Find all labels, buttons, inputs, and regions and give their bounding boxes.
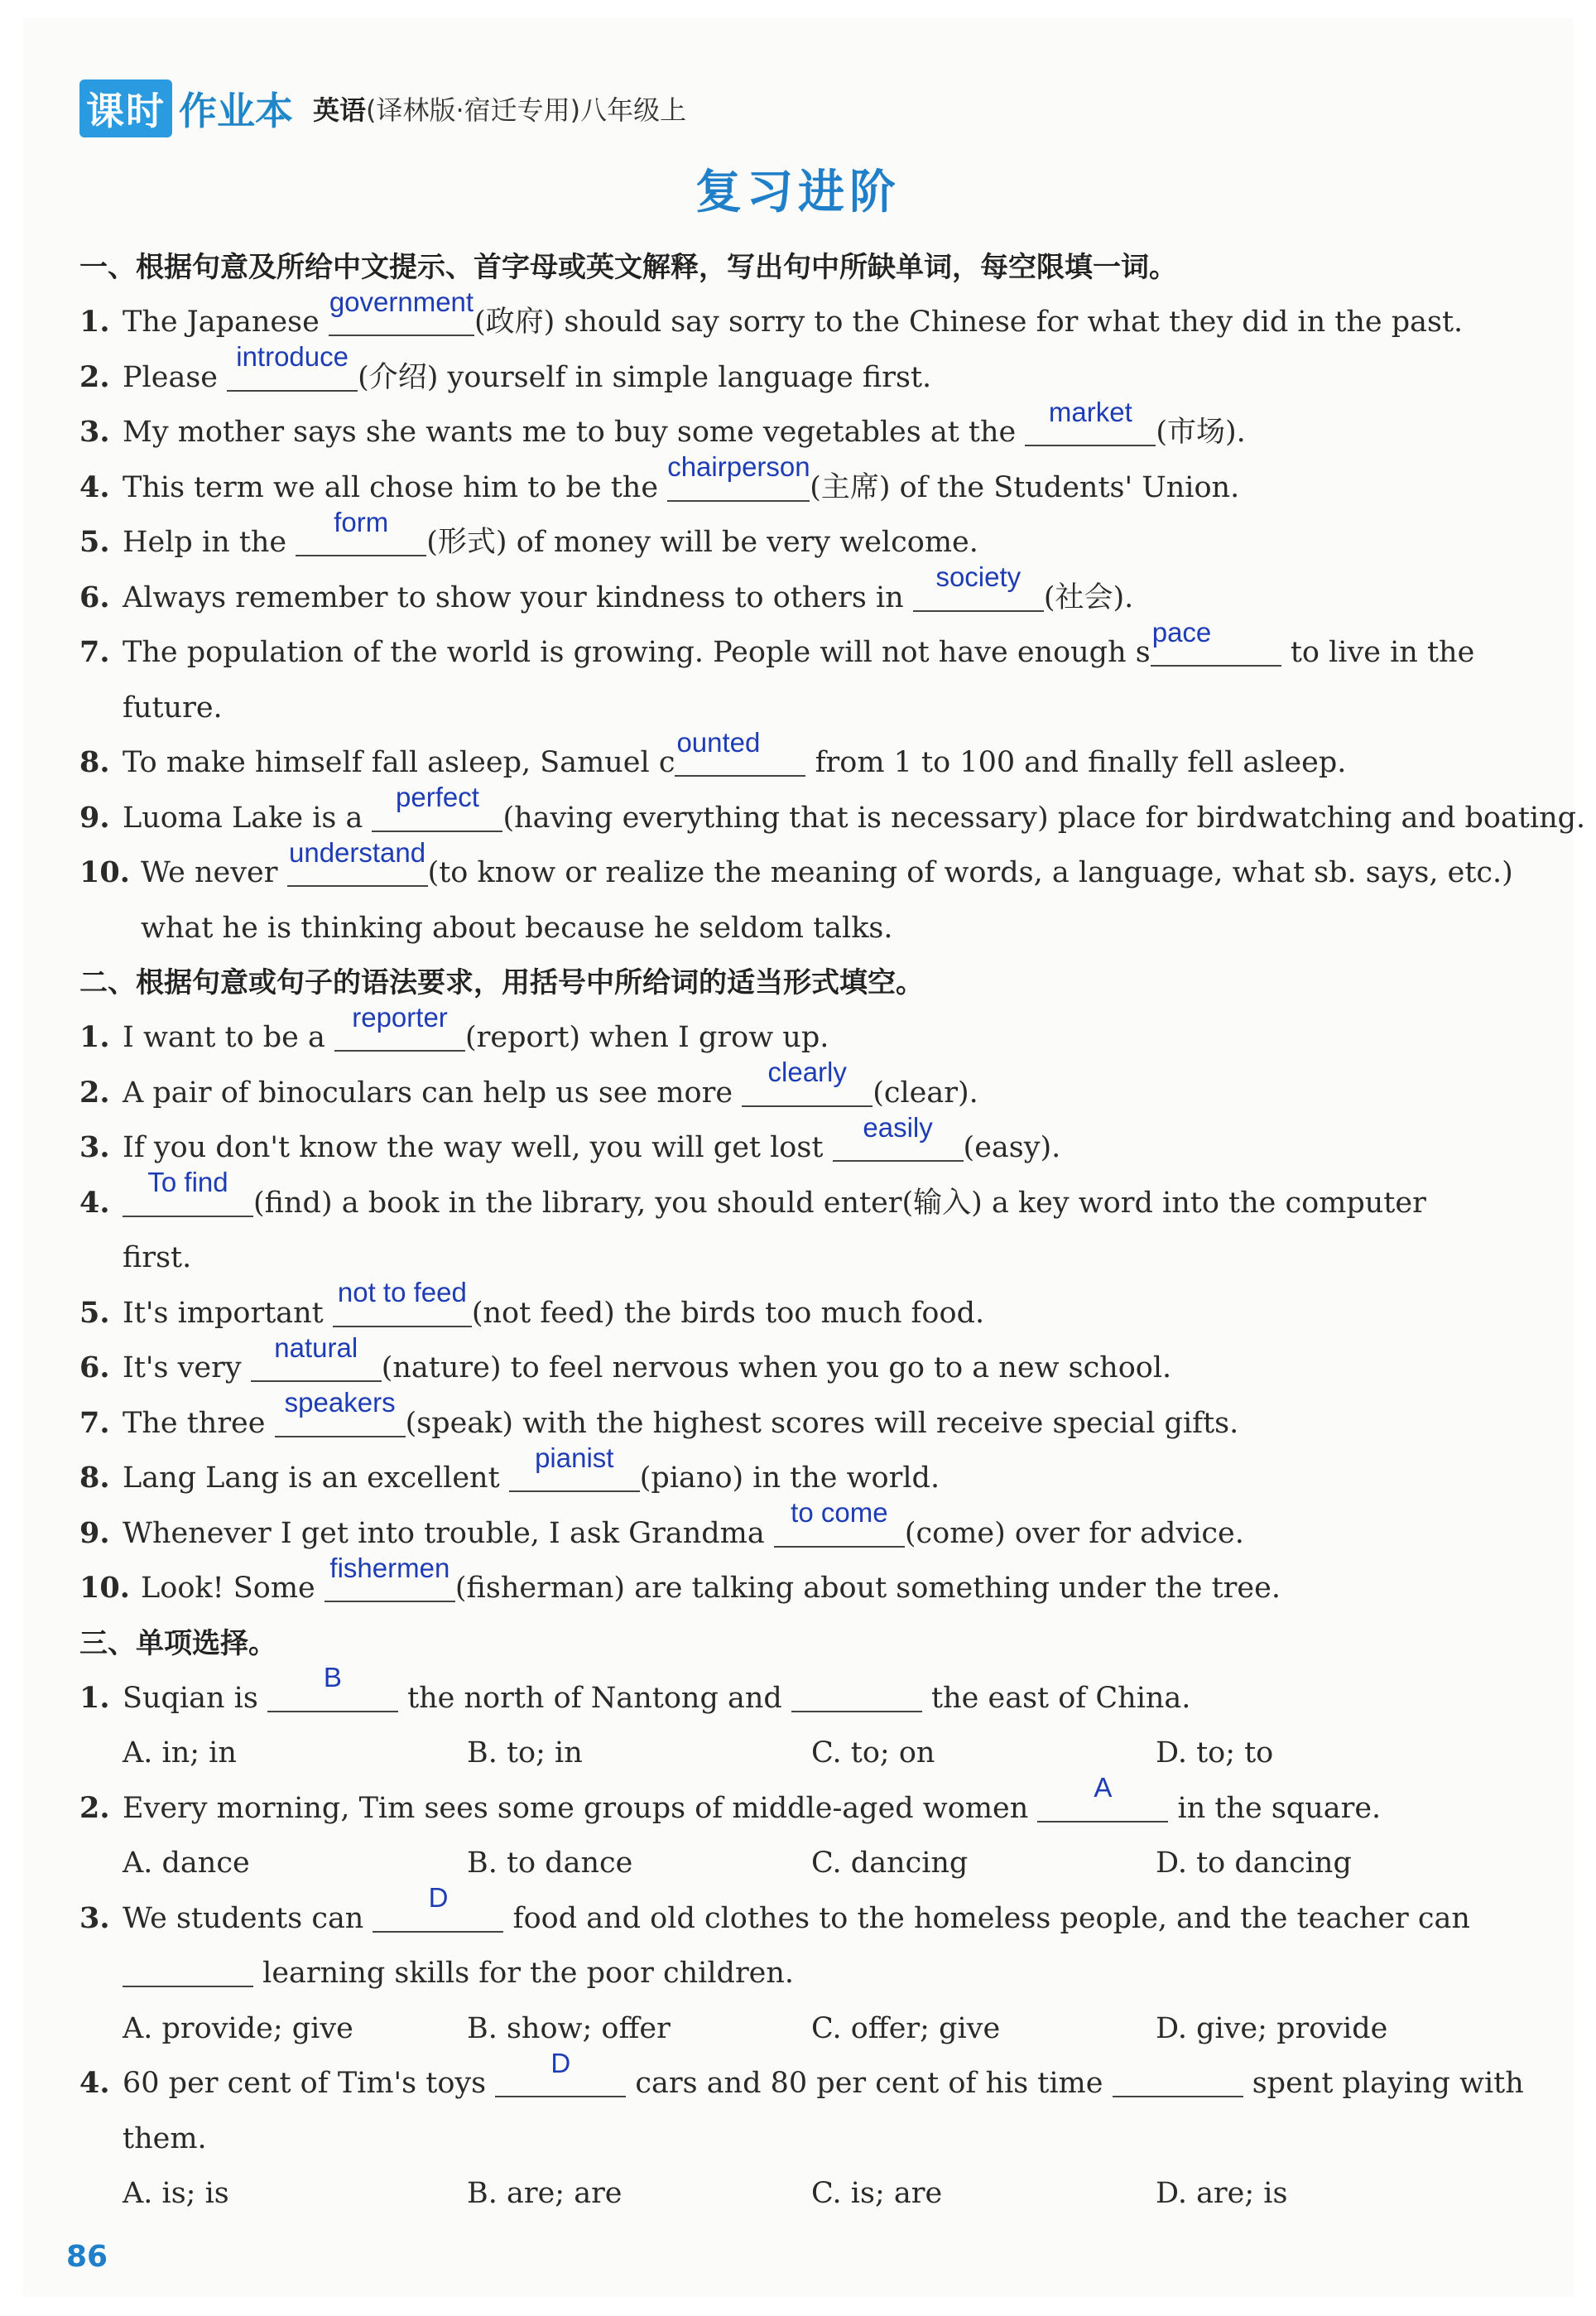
item-text: Help in the [123, 526, 296, 559]
item-number: 4. [79, 469, 110, 504]
item-text: (主席) of the Students' Union. [810, 470, 1240, 504]
answer: perfect [396, 782, 479, 812]
answer: pianist [535, 1442, 614, 1473]
item-text: food and old clothes to the homeless people, and the teacher can [503, 1901, 1470, 1935]
item-number: 9. [79, 1515, 110, 1550]
s3-q3 [79, 1882, 1512, 1947]
s2-item-2 [79, 1057, 1512, 1121]
item-text: This term we all chose him to be the [123, 470, 668, 504]
answer: A [1094, 1772, 1113, 1803]
item-text: (having everything that is necessary) place for birdwatching and boating. [502, 801, 1586, 835]
item-number: 8. [79, 1461, 110, 1495]
s3-q2 [79, 1772, 1512, 1837]
header [79, 79, 686, 137]
item-text: I want to be a [123, 1021, 335, 1054]
item-number: 1. [79, 305, 110, 339]
s2-item-4 [79, 1167, 1512, 1231]
option-c[interactable]: C. dancing [811, 1847, 969, 1880]
s3-q1-options [79, 1726, 1512, 1781]
s1-item-6 [79, 561, 1512, 626]
item-text: the north of Nantong and [397, 1681, 791, 1715]
answer-blank[interactable] [1113, 2061, 1243, 2097]
exercise-content [79, 240, 1586, 2222]
item-text: cars and 80 per cent of his time [626, 2067, 1113, 2100]
option-d[interactable]: D. are; is [1156, 2177, 1288, 2210]
answer-blank[interactable] [774, 1497, 905, 1548]
section-2-heading: 二、根据句意或句子的语法要求，用括号中所给词的适当形式填空。 [79, 966, 924, 999]
item-text: We never [141, 856, 287, 889]
item-number: 6. [79, 580, 110, 614]
s3-q3-options [79, 2001, 1512, 2057]
item-number: 7. [79, 1405, 110, 1440]
answer-blank[interactable] [296, 506, 426, 556]
answer: natural [274, 1331, 358, 1363]
answer: To find [147, 1167, 228, 1197]
s1-item-2 [79, 341, 1512, 406]
item-text: (speak) with the highest scores will receive special gifts. [405, 1406, 1239, 1440]
section-1-heading: 一、根据句意及所给中文提示、首字母或英文解释，写出句中所缺单词，每空限填一词。 [79, 251, 1177, 284]
subject-bold: 英语 [313, 94, 367, 126]
item-text: To make himself fall asleep, Samuel c [123, 746, 675, 779]
answer-blank[interactable] [791, 1676, 922, 1712]
answer-blank[interactable] [123, 1167, 253, 1217]
item-text: (clear). [873, 1076, 978, 1110]
answer: introduce [236, 341, 349, 372]
s3-q1 [79, 1662, 1512, 1726]
option-b[interactable]: B. to; in [467, 1736, 583, 1770]
s1-item-10 [79, 836, 1513, 901]
item-text: to live in the [1281, 636, 1475, 669]
answer-blank[interactable] [275, 1387, 406, 1437]
answer-blank[interactable] [373, 1882, 503, 1933]
answer: to come [791, 1497, 888, 1528]
option-c[interactable]: C. offer; give [811, 2011, 1001, 2045]
answer-blank[interactable] [324, 1552, 455, 1602]
item-text: The three [123, 1406, 275, 1440]
item-number: 5. [79, 525, 110, 559]
answer-blank[interactable] [1037, 1772, 1168, 1822]
answer-blank[interactable] [1025, 396, 1156, 446]
option-b[interactable]: B. are; are [467, 2177, 623, 2210]
option-b[interactable]: B. show; offer [467, 2011, 671, 2045]
page-number: 86 [66, 2240, 108, 2274]
item-text: Lang Lang is an excellent [123, 1461, 509, 1495]
answer-blank[interactable] [267, 1662, 398, 1712]
s3-q4 [79, 2047, 1524, 2111]
s2-item-9 [79, 1497, 1512, 1562]
item-text: It's very [123, 1351, 251, 1384]
answer-blank[interactable] [334, 1001, 465, 1052]
item-text: Always remember to show your kindness to others in [123, 580, 913, 614]
item-text: (report) when I grow up. [465, 1021, 829, 1054]
item-text: (easy). [963, 1131, 1061, 1164]
item-text: A pair of binoculars can help us see more [123, 1076, 743, 1110]
answer-blank[interactable] [495, 2047, 626, 2097]
item-text: Every morning, Tim sees some groups of middle-aged women [123, 1791, 1038, 1825]
s1-item-8 [79, 726, 1512, 791]
answer: speakers [284, 1387, 396, 1418]
answer-blank[interactable] [675, 726, 805, 777]
item-number: 7. [79, 635, 110, 669]
item-number: 6. [79, 1351, 110, 1384]
answer-blank[interactable] [123, 1951, 253, 1987]
brand-text: 作业本 [179, 89, 293, 133]
answer-blank[interactable] [913, 561, 1044, 612]
item-number: 10. [79, 1571, 130, 1605]
s3-q4-options [79, 2166, 1512, 2222]
answer: chairperson [667, 451, 810, 482]
item-text: (nature) to feel nervous when you go to a new school. [381, 1351, 1172, 1384]
item-text: learning skills for the poor children. [253, 1957, 795, 1990]
item-number: 3. [79, 415, 110, 449]
item-number: 1. [79, 1020, 110, 1054]
answer: society [935, 561, 1022, 592]
brand-logo [79, 79, 293, 137]
s2-item-4-cont: first. [123, 1241, 192, 1274]
option-c[interactable]: C. is; are [811, 2177, 943, 2210]
item-text: We students can [123, 1901, 373, 1935]
s1-item-7 [79, 616, 1512, 681]
s2-item-7 [79, 1387, 1512, 1452]
answer: form [334, 506, 389, 537]
s2-item-3 [79, 1111, 1512, 1176]
item-text: (fisherman) are talking about something under the tree. [454, 1572, 1281, 1605]
item-number: 9. [79, 800, 110, 835]
item-text: My mother says she wants me to buy some vegetables at the [123, 416, 1026, 449]
answer-blank[interactable] [227, 341, 358, 392]
item-text: 60 per cent of Tim's toys [123, 2067, 496, 2100]
item-text: Look! Some [141, 1572, 324, 1605]
answer-blank[interactable] [1151, 616, 1281, 667]
option-d[interactable]: D. to; to [1156, 1736, 1274, 1770]
answer: easily [863, 1111, 933, 1143]
answer-blank[interactable] [509, 1442, 640, 1492]
item-number: 4. [79, 2066, 110, 2100]
s3-q2-options [79, 1836, 1512, 1891]
item-text: If you don't know the way well, you will get lost [123, 1131, 833, 1164]
item-text: It's important [123, 1296, 333, 1330]
item-text: (政府) should say sorry to the Chinese for what they did in the past. [474, 306, 1464, 339]
answer: market [1048, 396, 1132, 427]
answer-blank[interactable] [667, 451, 810, 502]
answer-blank[interactable] [287, 836, 428, 887]
item-number: 1. [79, 1680, 110, 1715]
option-a[interactable]: A. is; is [123, 2177, 229, 2210]
item-text: from 1 to 100 and finally fell asleep. [805, 746, 1347, 779]
item-text: Please [123, 360, 228, 394]
answer: D [550, 2047, 571, 2078]
item-text: (to know or realize the meaning of words, a language, what sb. says, etc.) [427, 856, 1513, 889]
subject-rest: (译林版·宿迁专用)八年级上 [366, 94, 687, 126]
s1-item-7-cont: future. [123, 691, 223, 725]
section-3-heading: 三、单项选择。 [79, 1626, 276, 1660]
answer: pace [1151, 616, 1212, 648]
brand-box: 课时 [79, 79, 172, 137]
s3-q3-cont [79, 1946, 1512, 2001]
item-text: (市场). [1156, 416, 1246, 449]
item-text: Luoma Lake is a [123, 801, 373, 835]
item-text: The Japanese [123, 306, 329, 339]
item-number: 10. [79, 855, 130, 889]
item-text: Suqian is [123, 1681, 267, 1715]
item-number: 3. [79, 1900, 110, 1935]
answer: D [428, 1882, 449, 1913]
answer: clearly [767, 1057, 847, 1087]
item-text: (not feed) the birds too much food. [471, 1296, 985, 1330]
item-text: (piano) in the world. [639, 1461, 940, 1495]
item-text: (come) over for advice. [904, 1516, 1244, 1550]
s1-item-5 [79, 506, 1512, 571]
subject-line [313, 89, 686, 128]
item-number: 2. [79, 1075, 110, 1110]
item-text: The population of the world is growing. People will not have enough s [123, 636, 1151, 669]
page-title: 复习进阶 [695, 166, 901, 219]
s1-item-4 [79, 451, 1512, 516]
answer: government [329, 286, 474, 317]
answer: understand [288, 836, 426, 868]
item-text: (find) a book in the library, you should enter(输入) a key word into the computer [253, 1186, 1426, 1220]
s1-item-10-cont: what he is thinking about because he seldom talks. [141, 911, 893, 945]
item-text: spent playing with [1243, 2067, 1524, 2100]
option-c[interactable]: C. to; on [811, 1736, 935, 1770]
item-text: (形式) of money will be very welcome. [426, 526, 978, 559]
s3-q4-cont: them. [123, 2121, 207, 2155]
item-number: 5. [79, 1295, 110, 1330]
answer: B [323, 1662, 342, 1692]
item-number: 2. [79, 1790, 110, 1825]
item-text: in the square. [1168, 1791, 1382, 1825]
answer: reporter [352, 1001, 448, 1033]
answer-blank[interactable] [833, 1111, 964, 1162]
item-number: 2. [79, 359, 110, 394]
option-a[interactable]: A. provide; give [123, 2011, 353, 2045]
item-text: Whenever I get into trouble, I ask Grandma [123, 1516, 774, 1550]
option-d[interactable]: D. to dancing [1156, 1847, 1352, 1880]
option-a[interactable]: A. in; in [123, 1736, 237, 1770]
answer: not to feed [337, 1277, 467, 1307]
item-number: 4. [79, 1185, 110, 1220]
item-text: (介绍) yourself in simple language first. [358, 360, 932, 394]
option-b[interactable]: B. to dance [467, 1847, 633, 1880]
item-number: 3. [79, 1130, 110, 1164]
option-d[interactable]: D. give; provide [1156, 2011, 1388, 2045]
option-a[interactable]: A. dance [123, 1847, 250, 1880]
s2-item-10 [79, 1552, 1512, 1616]
item-number: 8. [79, 745, 110, 779]
answer: fishermen [329, 1552, 450, 1583]
answer: ounted [676, 726, 761, 758]
item-text: (社会). [1043, 580, 1134, 614]
item-text: the east of China. [921, 1681, 1191, 1715]
